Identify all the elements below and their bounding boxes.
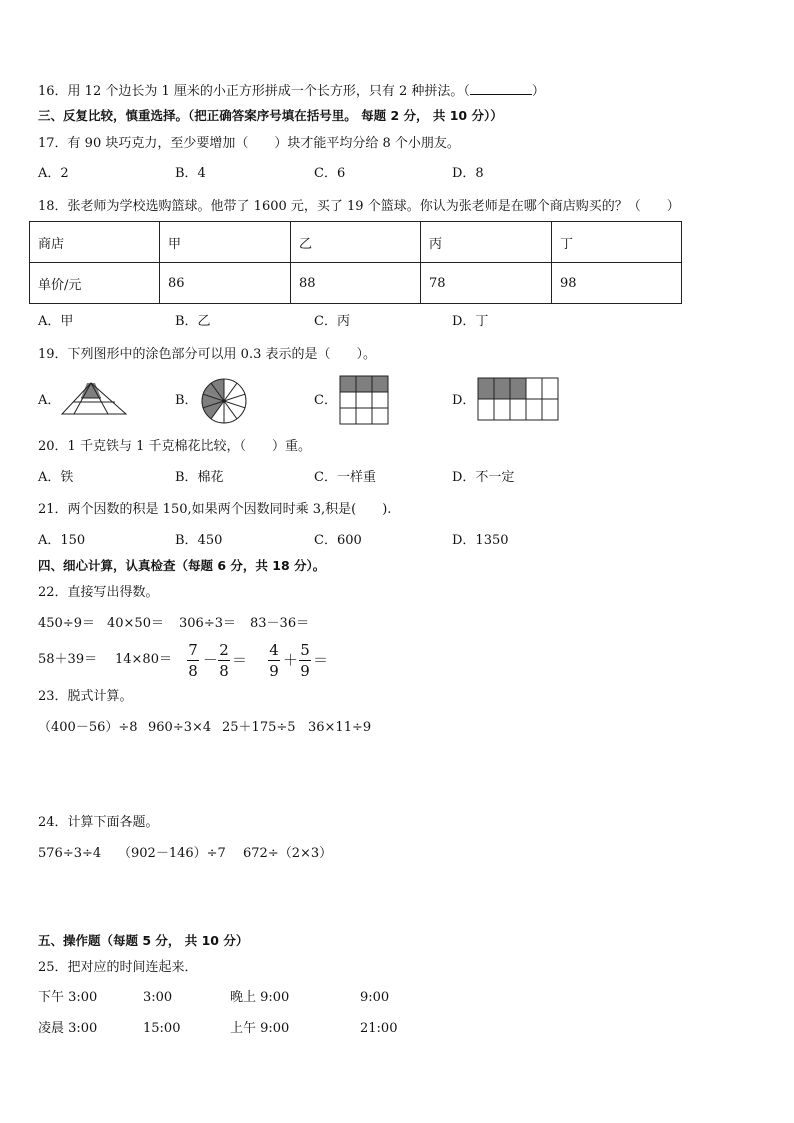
question-25-text: 25．把对应的时间连起来． [38, 960, 198, 975]
fraction-bar [218, 660, 230, 661]
option-c[interactable]: C．一样重 [314, 470, 376, 485]
expression: 672÷（2×3） [243, 846, 333, 861]
denominator: 8 [188, 662, 198, 680]
option-b[interactable]: B．棉花 [175, 470, 224, 485]
option-a[interactable]: A．150 [38, 533, 86, 548]
question-18-text: 18．张老师为学校选购篮球。他带了 1600 元，买了 19 个篮球。你认为张老师是在哪个商店购买的？（ ） [38, 199, 680, 214]
circle-figure [200, 377, 248, 425]
table-row [30, 222, 682, 263]
table-cell: 丁 [552, 222, 682, 263]
option-d[interactable]: D．丁 [452, 314, 489, 329]
question-16-text: 16．用 12 个边长为 1 厘米的小正方形拼成一个长方形，只有 2 种拼法。（ [38, 84, 470, 99]
question-17-text: 17．有 90 块巧克力，至少要增加（ ）块才能平均分给 8 个小朋友。 [38, 136, 460, 151]
expression: 306÷3＝ [179, 616, 236, 631]
time-label[interactable]: 下午 3:00 [38, 990, 98, 1005]
option-c[interactable]: C．600 [314, 533, 362, 548]
answer-blank[interactable] [470, 82, 532, 95]
expression: （400－56）÷8 [38, 720, 138, 735]
section-3-heading: 三、反复比较，慎重选择。（把正确答案序号填在括号里。 每题 2 分， 共 10 分）） [38, 108, 503, 123]
table-cell: 乙 [291, 222, 421, 263]
numerator: 2 [219, 641, 229, 659]
denominator: 8 [219, 662, 229, 680]
expression: （902－146）÷7 [118, 846, 226, 861]
option-a[interactable]: A．2 [38, 166, 69, 181]
expression: 14×80＝ [115, 652, 172, 667]
expression: 36×11÷9 [308, 720, 372, 735]
expression: 25＋175÷5 [222, 720, 296, 735]
question-22-text: 22．直接写出得数。 [38, 585, 159, 600]
question-16 [38, 82, 545, 101]
time-label[interactable]: 9:00 [360, 990, 390, 1005]
numerator: 4 [269, 641, 279, 659]
table-cell: 甲 [160, 222, 291, 263]
question-20-text: 20．1 千克铁与 1 千克棉花比较，（ ）重。 [38, 439, 311, 454]
option-d[interactable]: D． [452, 393, 476, 408]
option-b[interactable]: B．450 [175, 533, 223, 548]
equals: ＝ [313, 651, 329, 669]
numerator: 7 [188, 641, 198, 659]
numerator: 5 [300, 641, 310, 659]
option-a[interactable]: A． [38, 393, 61, 408]
shaded-part [340, 376, 388, 392]
table-cell: 商店 [30, 222, 160, 263]
question-19-text: 19．下列图形中的涂色部分可以用 0.3 表示的是（ ）。 [38, 347, 376, 362]
time-label[interactable]: 21:00 [360, 1021, 398, 1036]
time-label[interactable]: 凌晨 3:00 [38, 1021, 98, 1036]
option-c[interactable]: C．丙 [314, 314, 350, 329]
option-c[interactable]: C． [314, 393, 337, 408]
table-cell: 78 [421, 263, 552, 304]
option-b[interactable]: B．乙 [175, 314, 211, 329]
expression: 40×50＝ [107, 616, 164, 631]
denominator: 9 [269, 662, 279, 680]
time-label[interactable]: 15:00 [143, 1021, 181, 1036]
fraction-bar [187, 660, 199, 661]
question-16-close: ） [531, 84, 545, 99]
grid-5x2-figure [477, 377, 561, 423]
option-b[interactable]: B．4 [175, 166, 206, 181]
table-cell: 98 [552, 263, 682, 304]
equals: ＝ [232, 651, 248, 669]
table-row [30, 263, 682, 304]
expression: 450÷9＝ [38, 616, 95, 631]
option-a[interactable]: A．甲 [38, 314, 74, 329]
option-c[interactable]: C．6 [314, 166, 346, 181]
triangle-figure [60, 380, 130, 418]
expression: 960÷3×4 [148, 720, 212, 735]
question-23-text: 23．脱式计算。 [38, 689, 133, 704]
section-5-heading: 五、操作题（每题 5 分， 共 10 分） [38, 933, 249, 948]
section-4-heading: 四、细心计算，认真检查（每题 6 分，共 18 分）。 [38, 558, 326, 573]
expression: 58＋39＝ [38, 652, 98, 667]
table-cell: 丙 [421, 222, 552, 263]
time-label[interactable]: 上午 9:00 [230, 1021, 290, 1036]
expression: 576÷3÷4 [38, 846, 102, 861]
table-cell: 单价/元 [30, 263, 160, 304]
question-24-text: 24．计算下面各题。 [38, 815, 159, 830]
operator: ＋ [283, 651, 299, 669]
option-a[interactable]: A．铁 [38, 470, 74, 485]
table-cell: 88 [291, 263, 421, 304]
option-d[interactable]: D．不一定 [452, 470, 515, 485]
denominator: 9 [300, 662, 310, 680]
table-cell: 86 [160, 263, 291, 304]
fraction-bar [299, 660, 311, 661]
price-table [29, 221, 682, 304]
operator: － [203, 651, 219, 669]
question-21-text: 21．两个因数的积是 150,如果两个因数同时乘 3,积是( ). [38, 502, 392, 517]
option-d[interactable]: D．8 [452, 166, 484, 181]
expression: 83－36＝ [250, 616, 310, 631]
fraction-bar [268, 660, 280, 661]
time-label[interactable]: 晚上 9:00 [230, 990, 290, 1005]
grid-3x3-figure [339, 375, 391, 427]
time-label[interactable]: 3:00 [143, 990, 173, 1005]
option-d[interactable]: D．1350 [452, 533, 509, 548]
option-b[interactable]: B． [175, 393, 198, 408]
shaded-part [478, 378, 526, 399]
